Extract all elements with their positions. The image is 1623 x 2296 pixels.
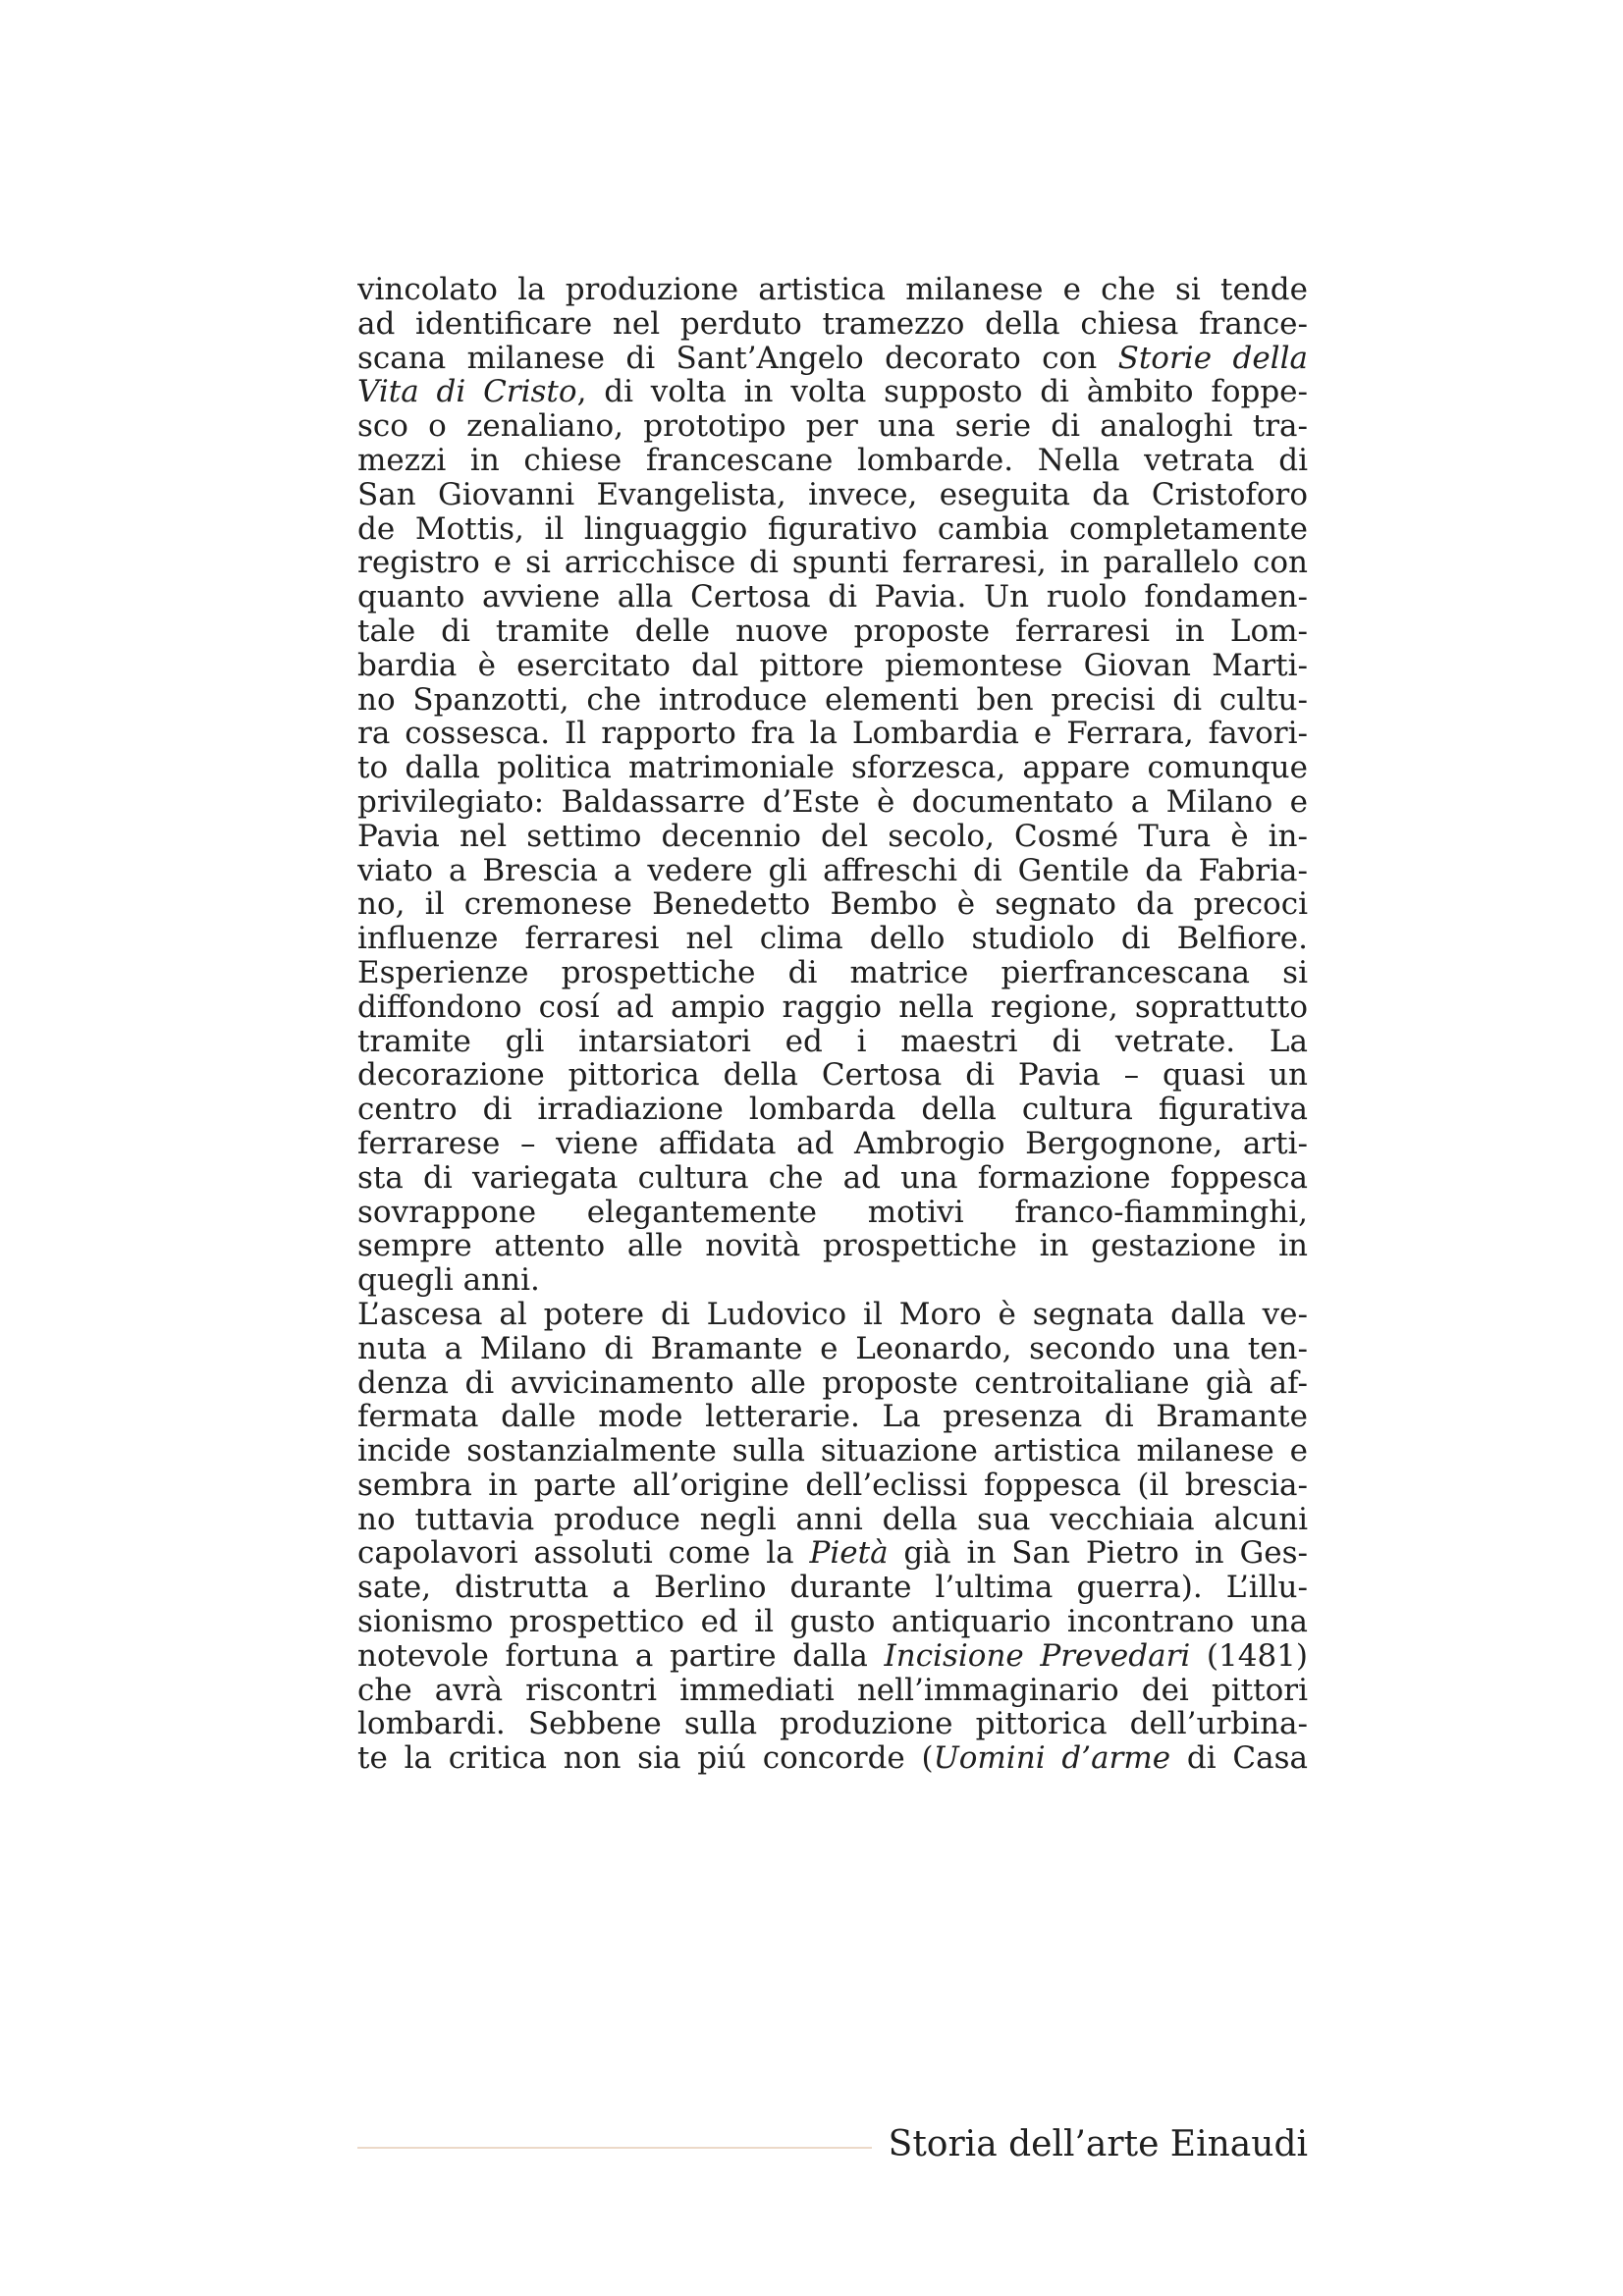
text-run: quegli anni. [357,1263,540,1298]
text-line [357,307,1308,342]
text-line [357,717,1308,751]
text-line [357,1127,1308,1161]
text-line [357,1434,1308,1468]
text-line [357,1298,1308,1332]
text-line [357,342,1308,376]
text-run: te la critica non sia piú concorde ( [357,1741,934,1777]
text-run: de Mottis, il linguaggio figurativo cambia completamente [357,511,1308,547]
text-run: denza di avvicinamento alle proposte centroitaliane già af- [357,1365,1308,1401]
footer-rule [357,2147,872,2149]
text-run: no tuttavia produce negli anni della sua vecchiaia alcuni [357,1502,1308,1537]
text-run: sionismo prospettico ed il gusto antiquario incontrano una [357,1605,1308,1639]
text-run: lombardi. Sebbene sulla produzione pittorica dell’urbina- [357,1707,1308,1742]
text-run: centro di irradiazione lombarda della cultura figurativa [357,1093,1308,1127]
text-run: sovrappone elegantemente motivi franco-fiamminghi, [357,1195,1308,1230]
text-line [357,1639,1308,1674]
text-line [357,1229,1308,1263]
text-line [357,1161,1308,1196]
text-line [357,478,1308,512]
text-run: di Casa [1170,1741,1308,1777]
italic-title: Vita di Cristo [357,375,577,410]
italic-title: Uomini d’arme [933,1741,1171,1777]
text-line [357,887,1308,922]
text-line [357,1741,1308,1776]
italic-title: Storie della [1117,341,1308,376]
text-run: registro e si arricchisce di spunti ferraresi, in parallelo con [357,546,1308,581]
text-line [357,444,1308,478]
text-line [357,1605,1308,1639]
text-run: sembra in parte all’origine dell’eclissi foppesca (il brescia- [357,1468,1308,1503]
text-run: capolavori assoluti come la [357,1536,810,1572]
text-run: fermata dalle mode letterarie. La presenza di Bramante [357,1400,1308,1435]
text-line [357,1058,1308,1093]
text-line [357,1503,1308,1537]
text-run: ra cossesca. Il rapporto fra la Lombardia e Ferrara, favori- [357,717,1308,752]
text-line [357,956,1308,990]
text-run: scana milanese di Sant’Angelo decorato con [357,341,1118,376]
text-run: viato a Brescia a vedere gli affreschi di Gentile da Fabria- [357,853,1308,888]
text-run: , di volta in volta supposto di àmbito foppe- [576,375,1308,410]
text-line [357,580,1308,614]
text-line [357,273,1308,307]
text-line [357,1025,1308,1059]
text-line [357,375,1308,409]
body-text [357,273,1308,1776]
italic-title: Incisione Prevedari [884,1638,1191,1674]
text-run: tale di tramite delle nuove proposte ferraresi in Lom- [357,614,1308,649]
text-line [357,1674,1308,1708]
text-line [357,1571,1308,1605]
text-run: sempre attento alle novità prospettiche in gestazione in [357,1229,1308,1264]
text-run: decorazione pittorica della Certosa di Pavia – quasi un [357,1058,1308,1094]
text-run: tramite gli intarsiatori ed i maestri di vetrate. La [357,1024,1308,1059]
text-run: privilegiato: Baldassarre d’Este è documentato a Milano e [357,784,1308,820]
text-line [357,1707,1308,1741]
text-line [357,1093,1308,1127]
italic-title: Pietà [809,1536,889,1572]
text-run: Pavia nel settimo decennio del secolo, Cosmé Tura è in- [357,819,1308,854]
text-line [357,614,1308,649]
text-line [357,649,1308,683]
text-line [357,1536,1308,1571]
text-line [357,546,1308,580]
text-run: sco o zenaliano, prototipo per una serie di analoghi tra- [357,409,1308,444]
text-line [357,990,1308,1025]
text-run: no, il cremonese Benedetto Bembo è segnato da precoci [357,887,1308,923]
page-footer [357,2120,1308,2169]
text-run: già in San Pietro in Ges- [888,1536,1308,1572]
text-run: notevole fortuna a partire dalla [357,1638,885,1674]
text-run: vincolato la produzione artistica milanese e che si tende [357,273,1308,307]
text-line [357,683,1308,718]
text-run: influenze ferraresi nel clima dello studiolo di Belfiore. [357,922,1308,956]
text-run: che avrà riscontri immediati nell’immaginario dei pittori [357,1673,1308,1708]
text-run: no Spanzotti, che introduce elementi ben precisi di cultu- [357,682,1308,718]
text-line [357,854,1308,888]
text-run: mezzi in chiese francescane lombarde. Nella vetrata di [357,443,1308,478]
text-line [357,1196,1308,1230]
text-line [357,820,1308,854]
text-run: San Giovanni Evangelista, invece, eseguita da Cristoforo [357,477,1308,512]
text-run: sate, distrutta a Berlino durante l’ultima guerra). L’illu- [357,1571,1308,1606]
text-run: Esperienze prospettiche di matrice pierfrancescana si [357,955,1308,990]
text-run: ad identificare nel perduto tramezzo della chiesa france- [357,306,1308,342]
text-run: L’ascesa al potere di Ludovico il Moro è segnata dalla ve- [357,1297,1308,1332]
text-line [357,1400,1308,1434]
text-line [357,1468,1308,1503]
text-line [357,922,1308,956]
text-line [357,1263,1308,1298]
text-run: sta di variegata cultura che ad una formazione foppesca [357,1160,1308,1196]
text-run: (1481) [1190,1638,1308,1674]
text-line [357,751,1308,785]
footer-title: Storia dell’arte Einaudi [888,2124,1308,2164]
text-line [357,1366,1308,1401]
text-run: to dalla politica matrimoniale sforzesca, appare comunque [357,751,1308,785]
text-line [357,785,1308,820]
text-line [357,409,1308,444]
text-run: incide sostanzialmente sulla situazione artistica milanese e [357,1434,1308,1468]
text-run: ferrarese – viene affidata ad Ambrogio Bergognone, arti- [357,1126,1308,1161]
text-line [357,512,1308,547]
text-run: bardia è esercitato dal pittore piemontese Giovan Marti- [357,648,1308,683]
text-run: quanto avviene alla Certosa di Pavia. Un ruolo fondamen- [357,580,1308,614]
text-run: nuta a Milano di Bramante e Leonardo, secondo una ten- [357,1331,1308,1366]
text-line [357,1332,1308,1366]
text-run: diffondono cosí ad ampio raggio nella regione, soprattutto [357,989,1308,1025]
